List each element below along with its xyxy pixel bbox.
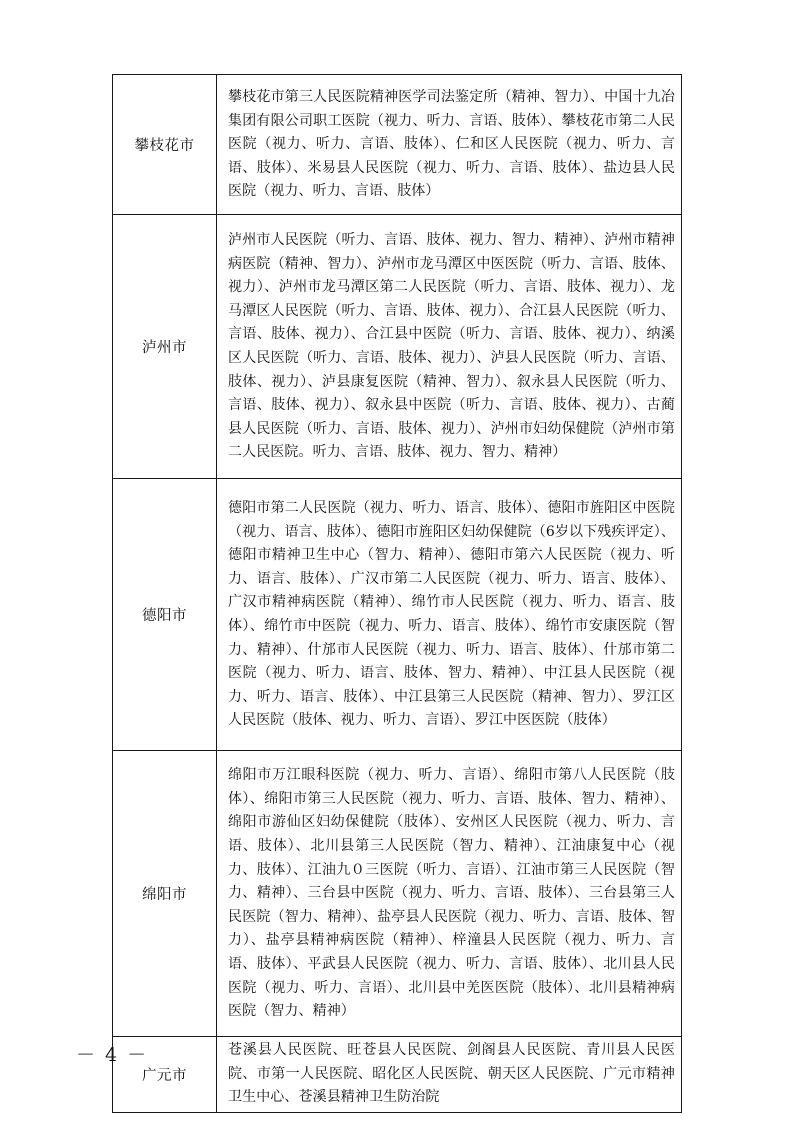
table-row	[113, 75, 682, 215]
table-row	[113, 215, 682, 479]
table-row	[113, 1037, 682, 1113]
city-cell: 泸州市	[113, 215, 217, 479]
hospital-list-cell: 德阳市第二人民医院（视力、听力、语言、肢体）、德阳市旌阳区中医院（视力、语言、肢体）、德阳市旌阳区妇幼保健院（6岁以下残疾评定）、德阳市精神卫生中心（智力、精神）、德阳市第六人民医院（视力、听力、语言、肢体）、广汉市第二人民医院（视力、听力、语言、肢体）、广汉市精神病医院（精神）、绵竹市人民医院（视力、听力、语言、肢体）、绵竹市中医院（视力、听力、语言、肢体）、绵竹市安康医院（智力、精神）、什邡市人民医院（视力、听力、语言、肢体）、什邡市第二医院（视力、听力、语言、肢体、智力、精神）、中江县人民医院（视力、听力、语言、肢体）、中江县第三人民医院（精神、智力）、罗江区人民医院（肢体、视力、听力、言语）、罗江中医医院（肢体）	[217, 479, 682, 751]
hospital-list-cell: 攀枝花市第三人民医院精神医学司法鉴定所（精神、智力）、中国十九冶集团有限公司职工医院（视力、听力、言语、肢体）、攀枝花市第二人民医院（视力、听力、言语、肢体）、仁和区人民医院（视力、听力、言语、肢体）、米易县人民医院（视力、听力、言语、肢体）、盐边县人民医院（视力、听力、言语、肢体）	[217, 75, 682, 215]
hospital-list-cell: 苍溪县人民医院、旺苍县人民医院、剑阁县人民医院、青川县人民医院、市第一人民医院、昭化区人民医院、朝天区人民医院、广元市精神卫生中心、苍溪县精神卫生防治院	[217, 1037, 682, 1113]
table-row	[113, 751, 682, 1037]
city-cell: 攀枝花市	[113, 75, 217, 215]
hospital-list-cell: 绵阳市万江眼科医院（视力、听力、言语）、绵阳市第八人民医院（肢体）、绵阳市第三人民医院（视力、听力、言语、肢体、智力、精神）、绵阳市游仙区妇幼保健院（肢体）、安州区人民医院（视力、听力、言语、肢体）、北川县第三人民医院（智力、精神）、江油康复中心（视力、肢体）、江油九０三医院（听力、言语）、江油市第三人民医院（智力、精神）、三台县中医院（视力、听力、言语、肢体）、三台县第三人民医院（智力、精神）、盐亭县人民医院（视力、听力、言语、肢体、智力）、盐亭县精神病医院（精神）、梓潼县人民医院（视力、听力、言语、肢体）、平武县人民医院（视力、听力、言语、肢体）、北川县人民医院（视力、听力、言语）、北川县中羌医医院（肢体）、北川县精神病医院（智力、精神）	[217, 751, 682, 1037]
city-cell: 德阳市	[113, 479, 217, 751]
table-row	[113, 479, 682, 751]
city-cell: 绵阳市	[113, 751, 217, 1037]
page-number: － 4 －	[76, 1044, 149, 1066]
hospital-list-cell: 泸州市人民医院（听力、言语、肢体、视力、智力、精神）、泸州市精神病医院（精神、智力）、泸州市龙马潭区中医医院（听力、言语、肢体、视力）、泸州市龙马潭区第二人民医院（听力、言语、肢体、视力）、龙马潭区人民医院（听力、言语、肢体、视力）、合江县人民医院（听力、言语、肢体、视力）、合江县中医院（听力、言语、肢体、视力）、纳溪区人民医院（听力、言语、肢体、视力）、泸县人民医院（听力、言语、肢体、视力）、泸县康复医院（精神、智力）、叙永县人民医院（听力、言语、肢体、视力）、叙永县中医院（听力、言语、肢体、视力）、古蔺县人民医院（听力、言语、肢体、视力）、泸州市妇幼保健院（泸州市第二人民医院。听力、言语、肢体、视力、智力、精神）	[217, 215, 682, 479]
hospital-table	[112, 74, 682, 1113]
city-cell: 广元市	[113, 1037, 217, 1113]
